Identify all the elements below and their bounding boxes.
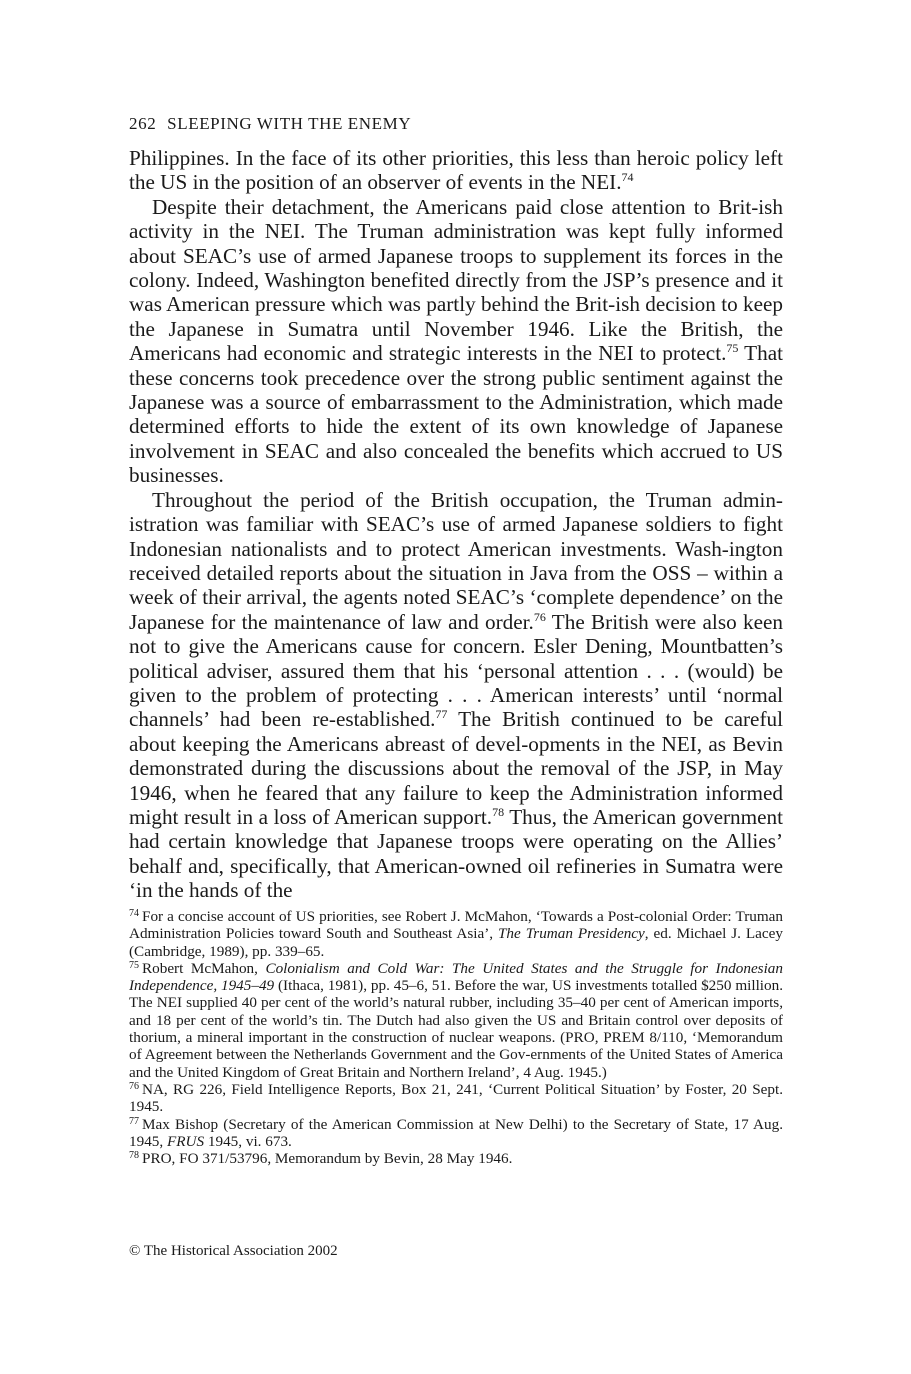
page-number: 262	[129, 114, 157, 133]
copyright-notice: © The Historical Association 2002	[129, 1243, 338, 1259]
footnote-78	[129, 1150, 783, 1167]
footnote-title: Colonialism and Cold War: The United States and the Struggle for Indonesian Independence, 1945–49	[129, 959, 783, 995]
footnote-text: 1945, vi. 673.	[204, 1132, 292, 1150]
paragraph-3	[129, 488, 783, 903]
footnote-number: 76	[129, 1080, 139, 1092]
paragraph-2	[129, 195, 783, 488]
running-head	[129, 112, 783, 136]
footnote-text: For a concise account of US priorities, see Robert J. McMahon, ‘Towards a Post-colonial Order: Truman Administration Policies toward South and Southeast Asia’,	[129, 908, 783, 943]
footnote-77	[129, 1116, 783, 1151]
paragraph-2-text-a: Despite their detachment, the Americans paid close attention to Brit-ish activity in the NEI. The Truman administration was kept fully informed about SEAC’s use of armed Japanese troops to supplement its forces in the colony. Indeed, Washington benefited directly from the JSP’s presence and it was American pressure which was partly behind the Brit-ish decision to keep the Japanese in Sumatra until November 1946. Like the British, the Americans had economic and strategic interests in the NEI to protect.	[129, 194, 783, 366]
paragraph-3-text-d: Thus, the American government had certain knowledge that Japanese troops were operating on the Allies’ behalf and, specifically, that American-owned oil refineries in Sumatra were ‘in the hands of the	[129, 804, 783, 903]
paragraph-3-text-c: The British continued to be careful about keeping the Americans abreast of devel-opments in the NEI, as Bevin demonstrated during the discussions about the removal of the JSP, in May 1946, when he feared that any failure to keep the Administration informed might result in a loss of American support.	[129, 707, 783, 829]
footnote-ref-76: 76	[533, 609, 546, 624]
footnote-74	[129, 908, 783, 960]
footnote-text: Max Bishop (Secretary of the American Commission at New Delhi) to the Secretary of State, 17 Aug. 1945,	[129, 1115, 783, 1150]
footnote-number: 78	[129, 1150, 139, 1162]
footnote-text: , ed. Michael J. Lacey (Cambridge, 1989), pp. 339–65.	[129, 925, 783, 960]
footnotes	[129, 908, 783, 1167]
footnote-number: 75	[129, 959, 139, 971]
footnote-title: FRUS	[166, 1132, 205, 1150]
footnote-text: (Ithaca, 1981), pp. 45–6, 51. Before the war, US investments totalled $250 million. The NEI supplied 40 per cent of the world’s natural rubber, including 35–40 per cent of American imports, and 18 per cent of the world’s tin. The Dutch had also given the US and Britain control over deposits of thorium, a mineral important in the construction of nuclear weapons. (PRO, PREM 8/110, ‘Memorandum of Agreement between the Netherlands Government and the Gov-ernments of the United States of America and the United Kingdom of Great Britain and Northern Ireland’, 4 Aug. 1945.)	[129, 977, 784, 1081]
footnote-75	[129, 960, 783, 1081]
paragraph-3-text-b: The British were also keen not to give the Americans cause for concern. Esler Dening, Mountbatten’s political adviser, assured them that his ‘personal attention . . . (would) be given to the problem of protecting . . . American interests’ until ‘normal channels’ had been re-established.	[129, 609, 783, 732]
paragraph-1-text: Philippines. In the face of its other priorities, this less than heroic policy left the US in the position of an observer of events in the NEI.	[129, 146, 783, 195]
running-title: SLEEPING WITH THE ENEMY	[167, 114, 412, 133]
paragraph-1	[129, 146, 783, 195]
footnote-76	[129, 1081, 783, 1116]
footnote-ref-78: 78	[492, 804, 505, 819]
page	[129, 112, 784, 1259]
footnote-number: 77	[129, 1115, 139, 1127]
paragraph-2-text-b: That these concerns took precedence over the strong public sentiment against the Japanese was a source of embarrassment to the Administration, which made determined efforts to hide the extent of its own knowledge of Japanese involvement in SEAC and also concealed the benefits which accrued to US businesses.	[129, 341, 783, 488]
footnote-text: PRO, FO 371/53796, Memorandum by Bevin, 28 May 1946.	[142, 1150, 513, 1168]
body-text	[129, 146, 783, 903]
footnote-ref-75: 75	[726, 341, 739, 356]
footnote-title: The Truman Presidency	[497, 925, 645, 943]
footnote-number: 74	[129, 908, 139, 919]
footnote-text: NA, RG 226, Field Intelligence Reports, Box 21, 241, ‘Current Political Situation’ by Foster, 20 Sept. 1945.	[129, 1080, 783, 1116]
footnote-ref-74: 74	[621, 170, 634, 185]
footnote-text: Robert McMahon,	[142, 959, 266, 977]
paragraph-3-text-a: Throughout the period of the British occupation, the Truman admin-istration was familiar with SEAC’s use of armed Japanese soldiers to fight Indonesian nationalists and to protect American investments. Wash-ington received detailed reports about the situation in Java from the OSS – within a week of their arrival, the agents noted SEAC’s ‘complete dependence’ on the Japanese for the maintenance of law and order.	[129, 487, 783, 634]
footnote-ref-77: 77	[435, 707, 448, 722]
